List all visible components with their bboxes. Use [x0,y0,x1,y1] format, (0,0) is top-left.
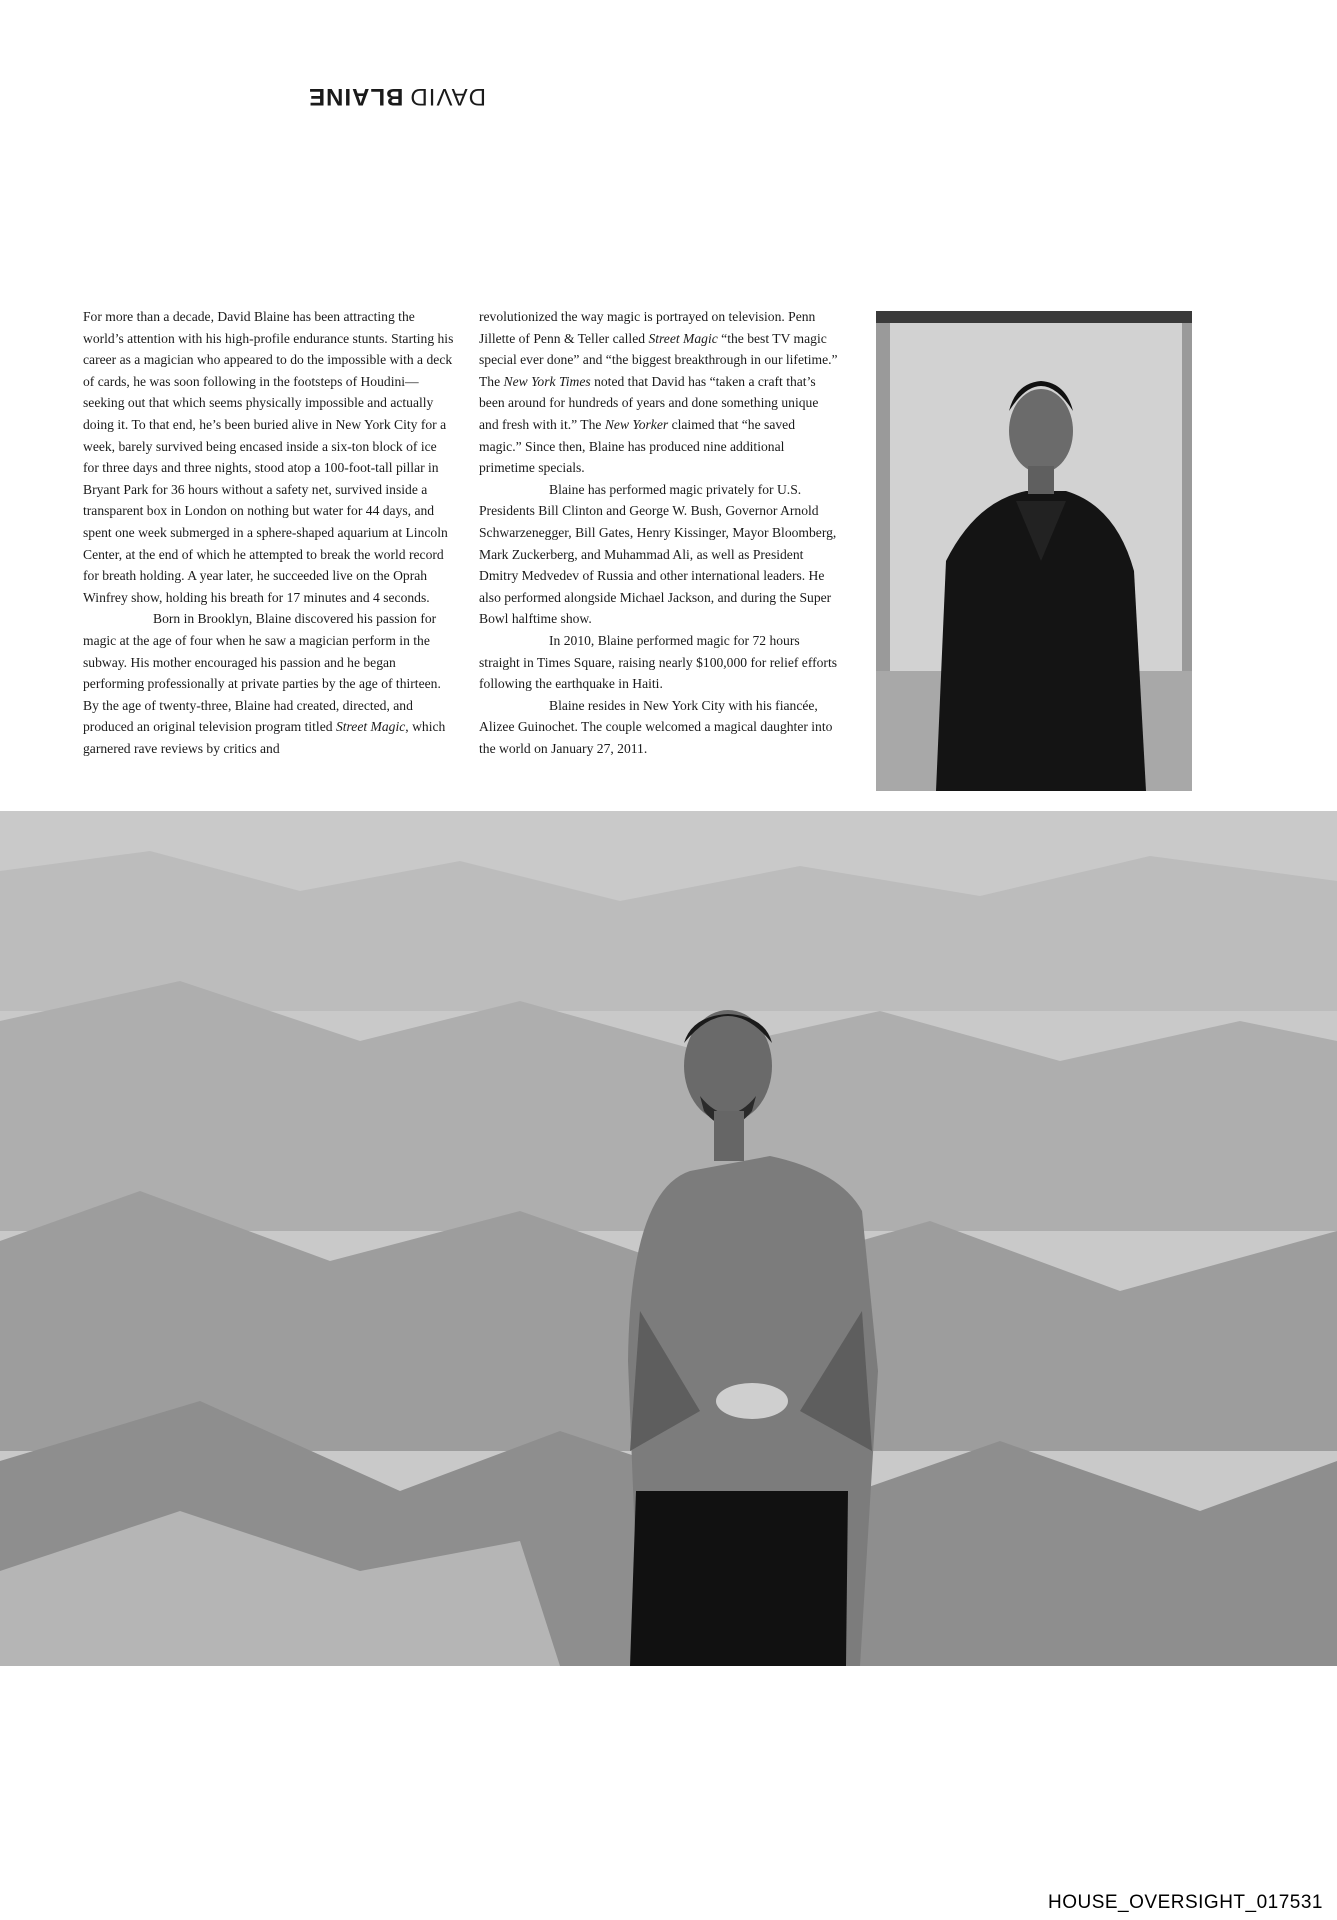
paragraph-early-life [83,608,455,759]
heading-last-name: BLAINE [308,83,404,110]
paragraph-reviews [479,306,841,479]
portrait-photo [876,311,1192,791]
document-id: HOUSE_OVERSIGHT_017531 [1047,1892,1323,1913]
title-street-magic: Street Magic [335,719,406,735]
title-nyt: New York Times [503,373,591,389]
name-heading-upside-down [306,76,486,116]
reviews-text-b: “the best TV magic special ever done” and “the biggest breakthrough in our lifetime.” The [479,330,838,389]
canyon-photo [0,811,1337,1666]
paragraph-intro: For more than a decade, David Blaine has been attracting the world’s attention with his high-profile endurance stunts. Starting his career as a magician who appeared to do the impossible with a deck of cards, he was soon following in the footsteps of Houdini—seeking out that which seems physically impossible and actually doing it. To that end, he’s been buried alive in New York City for a week, barely survived being encased inside a six-ton block of ice for three days and three nights, stood atop a 100-foot-tall pillar in Bryant Park for 36 hours without a safety net, survived inside a transparent box in London on nothing but water for 44 days, and spent one week submerged in a sphere-shaped aquarium at Lincoln Center, at the end of which he attempted to break the world record for breath holding. A year later, he succeeded live on the Oprah Winfrey show, holding his breath for 17 minutes and 4 seconds. [83,309,454,605]
paragraph-early-life-end: , which garnered rave reviews by critics and [83,719,446,756]
heading-first-name: DAVID [409,83,486,110]
title-street-magic-2: Street Magic [648,330,718,346]
reviews-text-a: revolutionized the way magic is portrayed on television. Penn Jillette of Penn & Teller called [479,309,816,346]
text-column-left [83,306,455,759]
paragraph-times-square: In 2010, Blaine performed magic for 72 hours straight in Times Square, raising nearly $100,000 for relief efforts following the earthquake in Haiti. [479,632,838,692]
reviews-text-d: claimed that “he saved magic.” Since then, Blaine has produced nine additional primetime specials. [479,416,795,476]
text-column-middle [479,306,841,759]
title-new-yorker: New Yorker [604,416,669,432]
reviews-text-c: noted that David has “taken a craft that’s been around for hundreds of years and done something unique and fresh with it.” The [479,373,819,432]
paragraph-personal: Blaine resides in New York City with his fiancée, Alizee Guinochet. The couple welcomed a magical daughter into the world on January 27, 2011. [479,697,833,756]
page-header [0,76,1337,116]
paragraph-early-life-text: Born in Brooklyn, Blaine discovered his passion for magic at the age of four when he saw a magician perform in the subway. His mother encouraged his passion and he began performing professionally at private parties by the age of thirteen. By the age of twenty-three, Blaine had created, directed, and produced an original television program titled [83,611,441,735]
paragraph-private-shows: Blaine has performed magic privately for U.S. Presidents Bill Clinton and George W. Bush, Governor Arnold Schwarzenegger, Bill Gates, Henry Kissinger, Mayor Bloomberg, Mark Zuckerberg, and Muhammad Ali, as well as President Dmitry Medvedev of Russia and other international leaders. He also performed alongside Michael Jackson, and during the Super Bowl halftime show. [479,481,837,627]
